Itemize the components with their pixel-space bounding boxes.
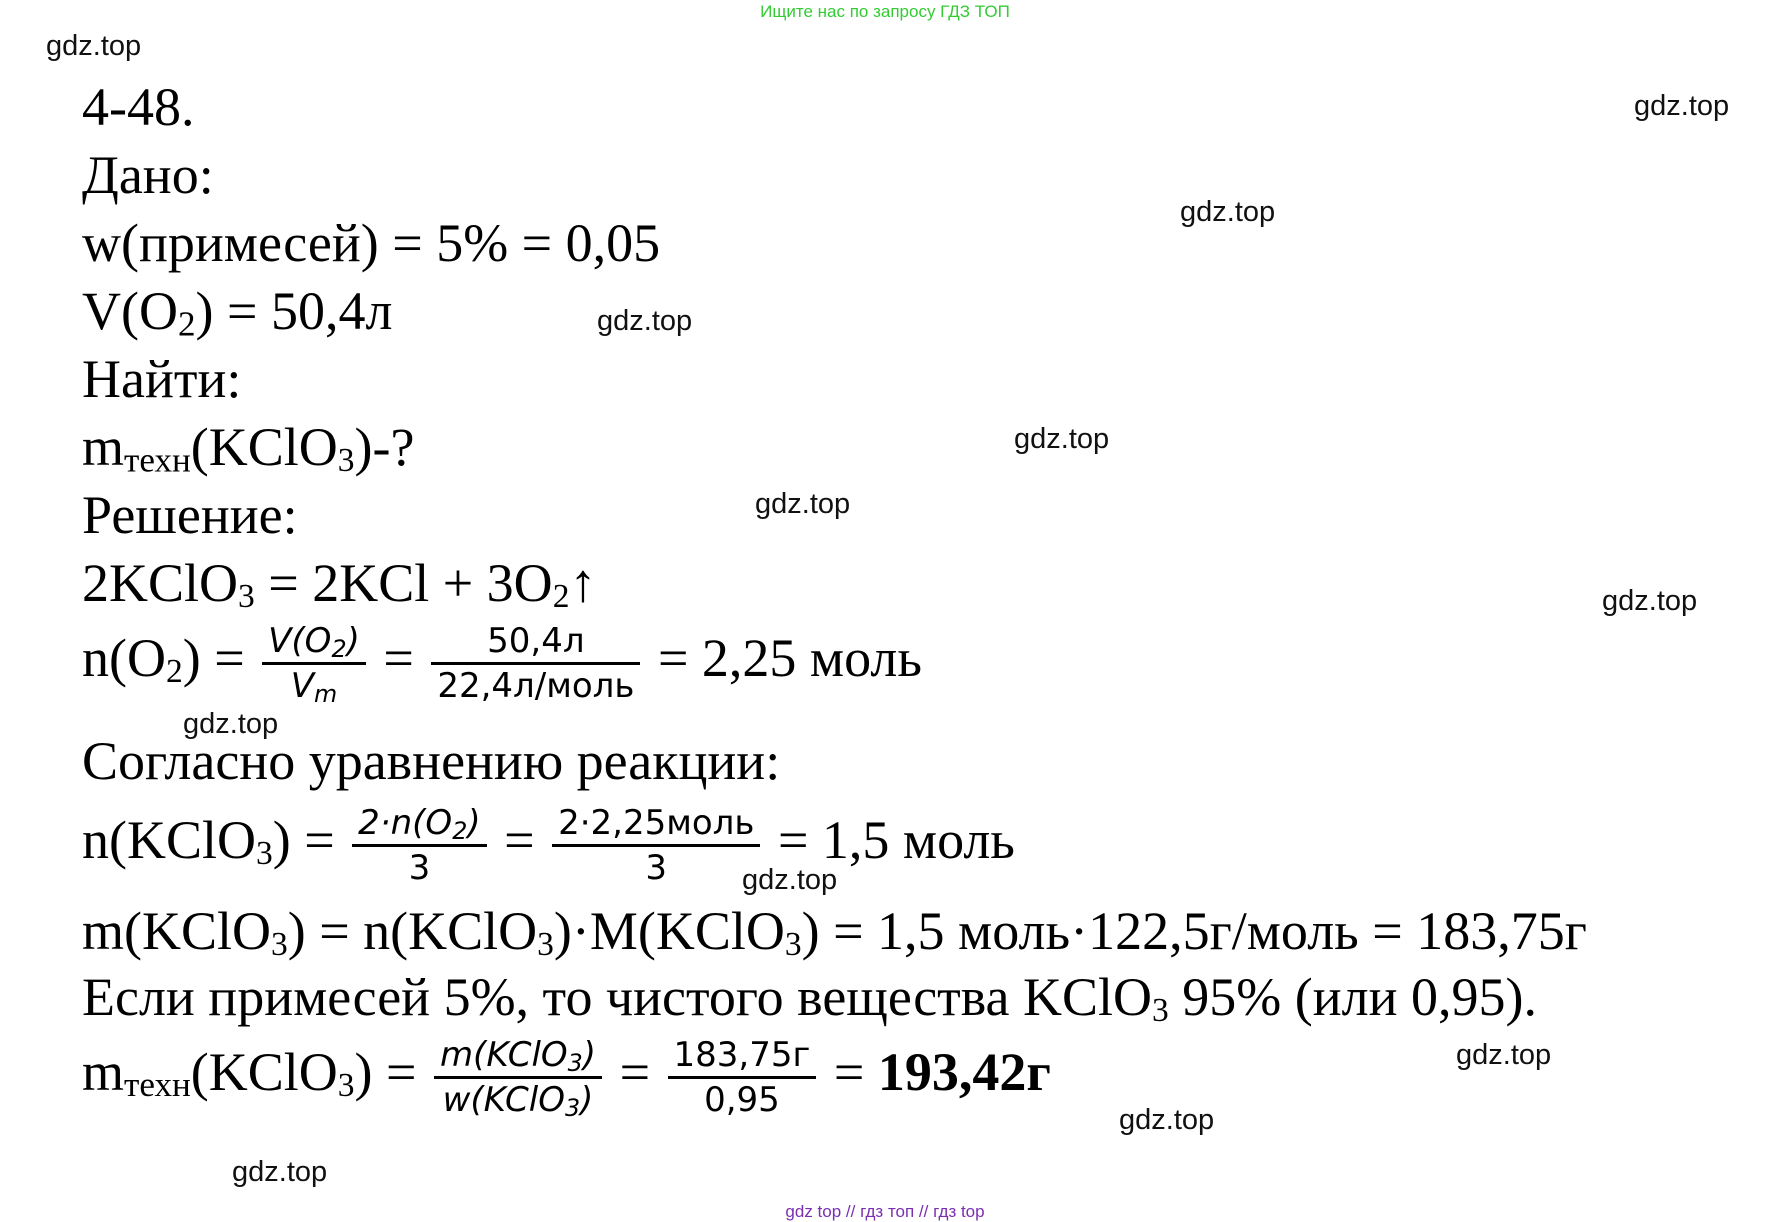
solution-heading: Решение: xyxy=(82,485,298,545)
fraction-volume-values: $\frac{50,4л}{\text{22,4л/моль}}$ xyxy=(431,624,640,703)
given-volume: $V(O_2) = 50,4л$ xyxy=(82,281,393,344)
fraction-n-o2-over-3: $\frac{2\cdot n(O_2)}{3}$ xyxy=(352,806,486,885)
find-mass: $m_{техн}(KClO_3)-$? xyxy=(82,417,415,480)
m-kclo3-formula: m(KClO$_3$) = n(KClO$_3$)·M(KClO$_3$) = 1,5 моль·122,5г/моль = 183,75г xyxy=(82,901,1587,964)
watermark: gdz.top xyxy=(1456,1039,1552,1071)
watermark: gdz.top xyxy=(232,1156,328,1188)
fraction-mol-values: $\frac{\text{2·2,25моль}}{3}$ xyxy=(552,806,760,885)
watermark: gdz.top xyxy=(755,488,851,520)
bottom-banner: gdz top // гдз топ // гдз top xyxy=(785,1202,985,1221)
according-to-reaction: Согласно уравнению реакции: xyxy=(82,731,781,791)
watermark: gdz.top xyxy=(1602,585,1698,617)
fraction-mass-over-w: $\frac{m(KClO_3)}{w(KClO_3)}$ xyxy=(434,1038,602,1117)
watermark: gdz.top xyxy=(1634,90,1730,122)
watermark: gdz.top xyxy=(742,864,838,896)
n-o2-formula: $n(O_2)$ = $\frac{V(O_2)}{V_m}$ = $\frac{50,4л}{\text{22,4л/моль}}$ = 2,25 моль xyxy=(82,621,922,708)
watermark: gdz.top xyxy=(183,708,279,740)
top-banner: Ищите нас по запросу ГДЗ ТОП xyxy=(760,2,1010,21)
watermark: gdz.top xyxy=(1180,196,1276,228)
watermark: gdz.top xyxy=(46,30,142,62)
impurity-statement: Если примесей 5%, то чистого вещества KClO$_3$ 95% (или 0,95). xyxy=(82,967,1537,1030)
m-tech-formula: $m_{техн}(KClO_3)$ = $\frac{m(KClO_3)}{w(KClO_3)}$ = $\frac{183,75г}{0,95}$ = 193,42г xyxy=(82,1035,1051,1122)
watermark: gdz.top xyxy=(1119,1104,1215,1136)
given-heading: Дано: xyxy=(82,145,214,205)
given-impurity: w(примесей) = 5% = 0,05 xyxy=(82,213,661,273)
find-heading: Найти: xyxy=(82,349,242,409)
watermark: gdz.top xyxy=(597,305,693,337)
watermark: gdz.top xyxy=(1014,423,1110,455)
reaction-equation: 2KClO$_3$ = $2KCl + 3O_2↑$ xyxy=(82,553,597,616)
final-answer: 193,42г xyxy=(877,1041,1051,1102)
fraction-volume-over-vm: $\frac{V(O_2)}{V_m}$ xyxy=(262,624,366,703)
problem-number: 4-48. xyxy=(82,77,195,137)
fraction-mass-values: $\frac{183,75г}{0,95}$ xyxy=(668,1038,817,1117)
n-kclo3-formula: n(KClO$_3$) = $\frac{2\cdot n(O_2)}{3}$ = $\frac{\text{2·2,25моль}}{3}$ = 1,5 моль xyxy=(82,803,1015,888)
